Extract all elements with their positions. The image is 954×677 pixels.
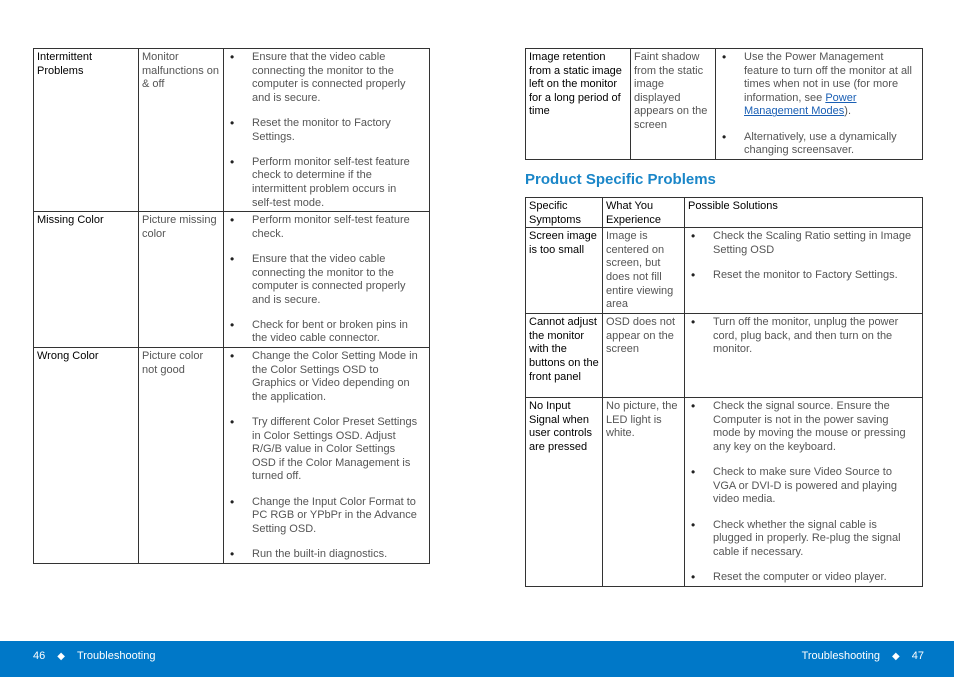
diamond-icon: ◆ [57, 651, 65, 662]
solution-item: • Perform monitor self-test feature check. [224, 214, 426, 241]
power-management-modes-link[interactable]: Power Management Modes [744, 91, 857, 118]
experience-cell: Picture missing color [139, 212, 224, 348]
table-row [34, 212, 430, 348]
symptom-cell: Image retention from a static image left on the monitor for a long period of time [526, 49, 631, 160]
table-row [526, 398, 923, 586]
page-number: 46 [33, 650, 46, 662]
symptom-cell: No Input Signal when user controls are pressed [526, 398, 603, 586]
symptom-cell: Wrong Color [34, 348, 139, 564]
experience-cell: No picture, the LED light is white. [603, 398, 685, 586]
solution-item: • Ensure that the video cable connecting the monitor to the computer is connected properly and is secure. [224, 253, 426, 307]
column-header: Possible Solutions [685, 198, 923, 228]
diamond-icon: ◆ [892, 651, 900, 662]
solution-item: • Run the built-in diagnostics. [224, 548, 426, 562]
left-troubleshooting-table [33, 48, 430, 564]
solution-item: • Check the signal source. Ensure the Computer is not in the power saving mode by moving the mouse or pressing any key on the keyboard. [685, 400, 919, 454]
solutions-cell [224, 49, 430, 212]
section-title: Product Specific Problems [525, 171, 716, 188]
symptom-cell: Intermittent Problems [34, 49, 139, 212]
table-row [526, 314, 923, 398]
table-row [526, 49, 923, 160]
solution-list [685, 316, 919, 357]
experience-cell: Image is centered on screen, but does not fill entire viewing area [603, 228, 685, 314]
product-specific-problems-table [525, 197, 923, 587]
experience-cell: Faint shadow from the static image displayed appears on the screen [631, 49, 716, 160]
table-row [526, 228, 923, 314]
solution-item: • Reset the computer or video player. [685, 571, 919, 585]
solution-list [224, 51, 426, 210]
column-header: Specific Symptoms [526, 198, 603, 228]
solution-item: • Change the Color Setting Mode in the Color Settings OSD to Graphics or Video depending on the application. [224, 350, 426, 404]
solution-list [685, 400, 919, 584]
experience-cell: Picture color not good [139, 348, 224, 564]
symptom-cell: Cannot adjust the monitor with the buttons on the front panel [526, 314, 603, 398]
solution-item: • Try different Color Preset Settings in Color Settings OSD. Adjust R/G/B value in Color Settings OSD if the Color Management is turned off. [224, 416, 426, 484]
solution-list [716, 51, 919, 158]
solution-item: • Check for bent or broken pins in the video cable connector. [224, 319, 426, 346]
experience-cell: Monitor malfunctions on & off [139, 49, 224, 212]
solution-list [224, 214, 426, 346]
solution-item: • Check the Scaling Ratio setting in Image Setting OSD [685, 230, 919, 257]
image-retention-table [525, 48, 923, 160]
page-number: 47 [911, 650, 924, 662]
solution-item: • Check whether the signal cable is plugged in properly. Re-plug the signal cable if necessary. [685, 519, 919, 560]
symptom-cell: Missing Color [34, 212, 139, 348]
page-footer [0, 641, 954, 677]
table-row [34, 348, 430, 564]
solutions-cell [685, 398, 923, 586]
symptom-cell: Screen image is too small [526, 228, 603, 314]
solution-item: • Ensure that the video cable connecting the monitor to the computer is connected properly and is secure. [224, 51, 426, 105]
footer-section-label: Troubleshooting [801, 650, 881, 662]
table-row [34, 49, 430, 212]
solution-item: • Perform monitor self-test feature check to determine if the intermittent problem occurs in self-test mode. [224, 156, 426, 210]
solutions-cell [685, 314, 923, 398]
table-header-row [526, 198, 923, 228]
solution-item: • Change the Input Color Format to PC RGB or YPbPr in the Advance Setting OSD. [224, 496, 426, 537]
solution-list [224, 350, 426, 562]
solution-item: • Reset the monitor to Factory Settings. [224, 117, 426, 144]
solutions-cell [716, 49, 923, 160]
solution-item: • Turn off the monitor, unplug the power cord, plug back, and then turn on the monitor. [685, 316, 919, 357]
solution-text: ). [844, 105, 852, 118]
solution-item: • Reset the monitor to Factory Settings. [685, 269, 919, 283]
solutions-cell [685, 228, 923, 314]
footer-section-label: Troubleshooting [76, 650, 156, 662]
footer-left [33, 650, 155, 662]
solutions-cell [224, 212, 430, 348]
footer-right [802, 650, 924, 662]
solution-item: • Alternatively, use a dynamically changing screensaver. [716, 131, 919, 158]
solution-item [716, 51, 919, 119]
solution-text: Use the Power Management feature to turn off the monitor at all times when not in use (for more information, see [744, 51, 912, 104]
solution-list [685, 230, 919, 282]
solutions-cell [224, 348, 430, 564]
solution-item: • Check to make sure Video Source to VGA or DVI-D is powered and playing video media. [685, 466, 919, 507]
column-header: What You Experience [603, 198, 685, 228]
experience-cell: OSD does not appear on the screen [603, 314, 685, 398]
